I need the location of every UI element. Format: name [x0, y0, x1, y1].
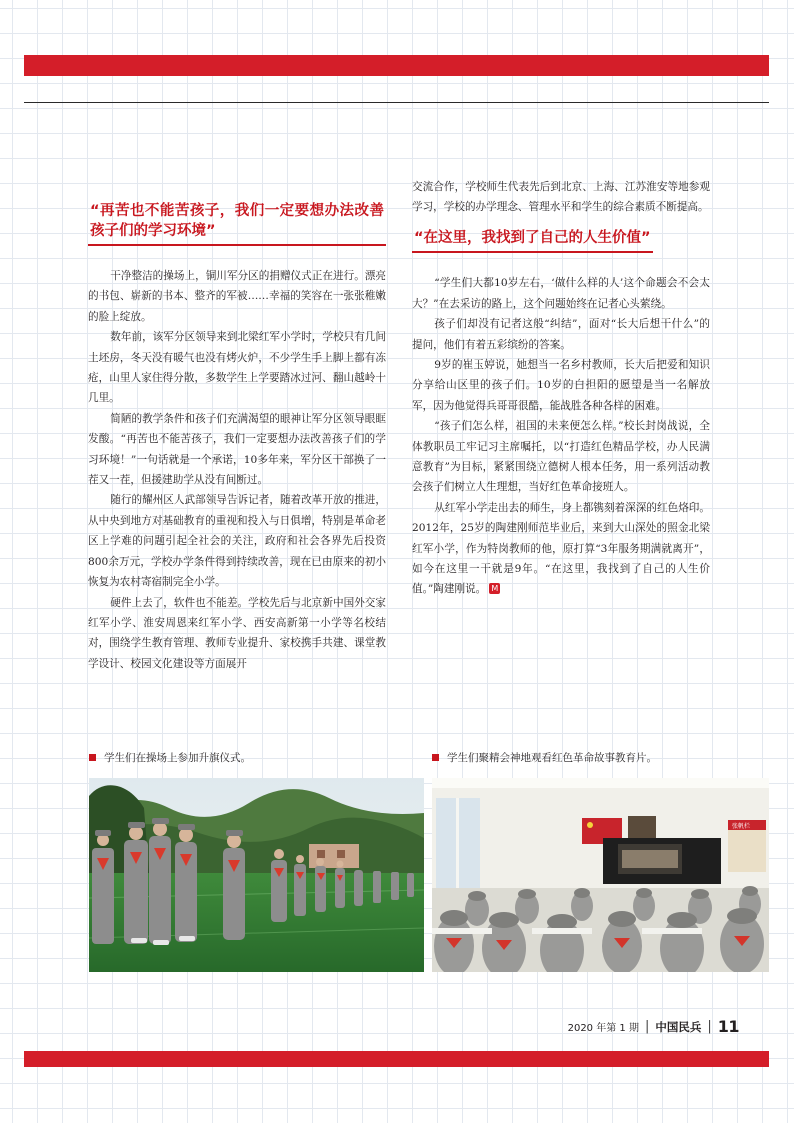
photo-caption-right [432, 751, 657, 765]
photo-classroom [432, 778, 769, 972]
paragraph: “孩子们怎么样，祖国的未来便怎么样。”校长封岗战说，全体教职员工牢记习主席嘱托，以“打造红色精品学校，办人民满意教育”为目标，紧紧围绕立德树人根本任务，用一系列活动教会孩子们树立人生理想，当好红色革命接班人。 [412, 420, 710, 494]
paragraph: 简陋的教学条件和孩子们充满渴望的眼神让军分区领导眼眶发酸。“再苦也不能苦孩子，我们一定要想办法改善孩子们的学习环境！”一句话就是一个承诺，10多年来，军分区干部换了一茬又一茬，但援建助学从没有间断过。 [88, 412, 386, 487]
caption-square-icon [89, 754, 96, 761]
paragraph: 孩子们却没有记者这般“纠结”，面对“长大后想干什么”的提问，他们有着五彩缤纷的答案。 [412, 318, 710, 351]
issue-label: 2020 年第 1 期 [567, 1023, 639, 1034]
paragraph-text: 从红军小学走出去的师生，身上都镌刻着深深的红色烙印。2012年，25岁的陶建刚师范毕业后，来到大山深处的照金北梁红军小学，作为特岗教师的他，原打算“3年服务期满就离开”，如今在这里一干就是9年。“在这里，我找到了自己的人生价值。”陶建刚说。 [412, 501, 710, 596]
caption-text: 学生们在操场上参加升旗仪式。 [104, 752, 251, 764]
photo-flag-ceremony [89, 778, 424, 972]
article-column-right [412, 177, 710, 600]
bottom-red-bar [24, 1051, 769, 1067]
photo-caption-left [89, 751, 251, 765]
header-rule [24, 102, 769, 103]
board-label: 张帆栏 [732, 823, 751, 830]
paragraph-part-1: 硬件上去了，软件也不能差。学校先后与北京新中国外交家红军小学、淮安周恩来红军小学、西安高新第一小学等名校结对，围绕学生教育管理、教师专业提升、家校携手共建、课堂教学设计、校园文化建设等方面展开 [88, 596, 386, 670]
paragraph: 9岁的崔玉婷说，她想当一名乡村教师，长大后把爱和知识分享给山区里的孩子们。10岁的白担阳的愿望是当一名解放军，因为他觉得兵哥哥很酷，能战胜各种各样的困难。 [412, 358, 710, 412]
paragraph: 数年前，该军分区领导来到北梁红军小学时，学校只有几间土坯房，冬天没有暖气也没有烤火炉，不少学生手上脚上都有冻疮，山里人家住得分散，多数学生上学要踏冰过河、翻山越岭十几里。 [88, 331, 386, 405]
section-title-2: “在这里，我找到了自己的人生价值” [412, 229, 653, 254]
paragraph: 随行的耀州区人武部领导告诉记者，随着改革开放的推进，从中央到地方对基础教育的重视和投入与日俱增，特别是革命老区上学难的问题引起全社会的关注，政府和社会各界先后投资800余万元，学校办学条件得到持续改善，现在已由原来的初小恢复为农村寄宿制完全小学。 [88, 494, 386, 589]
paragraph: “学生们大都10岁左右，‘做什么样的人’这个命题会不会太大？”在去采访的路上，这个问题始终在记者心头萦绕。 [412, 277, 710, 310]
paragraph-last [412, 498, 710, 600]
end-mark-icon: M [489, 583, 500, 594]
section-title-1: “再苦也不能苦孩子，我们一定要想办法改善孩子们的学习环境” [88, 202, 386, 246]
paragraph: 干净整洁的操场上，铜川军分区的捐赠仪式正在进行。漂亮的书包、崭新的书本、整齐的军被……幸福的笑容在一张张稚嫩的脸上绽放。 [88, 270, 386, 323]
caption-text: 学生们聚精会神地观看红色革命故事教育片。 [447, 752, 657, 764]
page-footer [568, 1017, 739, 1036]
magazine-name: 中国民兵 [655, 1019, 702, 1034]
top-red-bar [24, 55, 769, 76]
footer-separator: | [707, 1019, 712, 1034]
caption-square-icon [432, 754, 439, 761]
footer-separator: | [644, 1019, 650, 1034]
page-number: 11 [717, 1017, 739, 1036]
paragraph-part-2: 交流合作，学校师生代表先后到北京、上海、江苏淮安等地参观学习，学校的办学理念、管理水平和学生的综合素质不断提高。 [412, 181, 710, 214]
article-column-left [88, 202, 386, 674]
